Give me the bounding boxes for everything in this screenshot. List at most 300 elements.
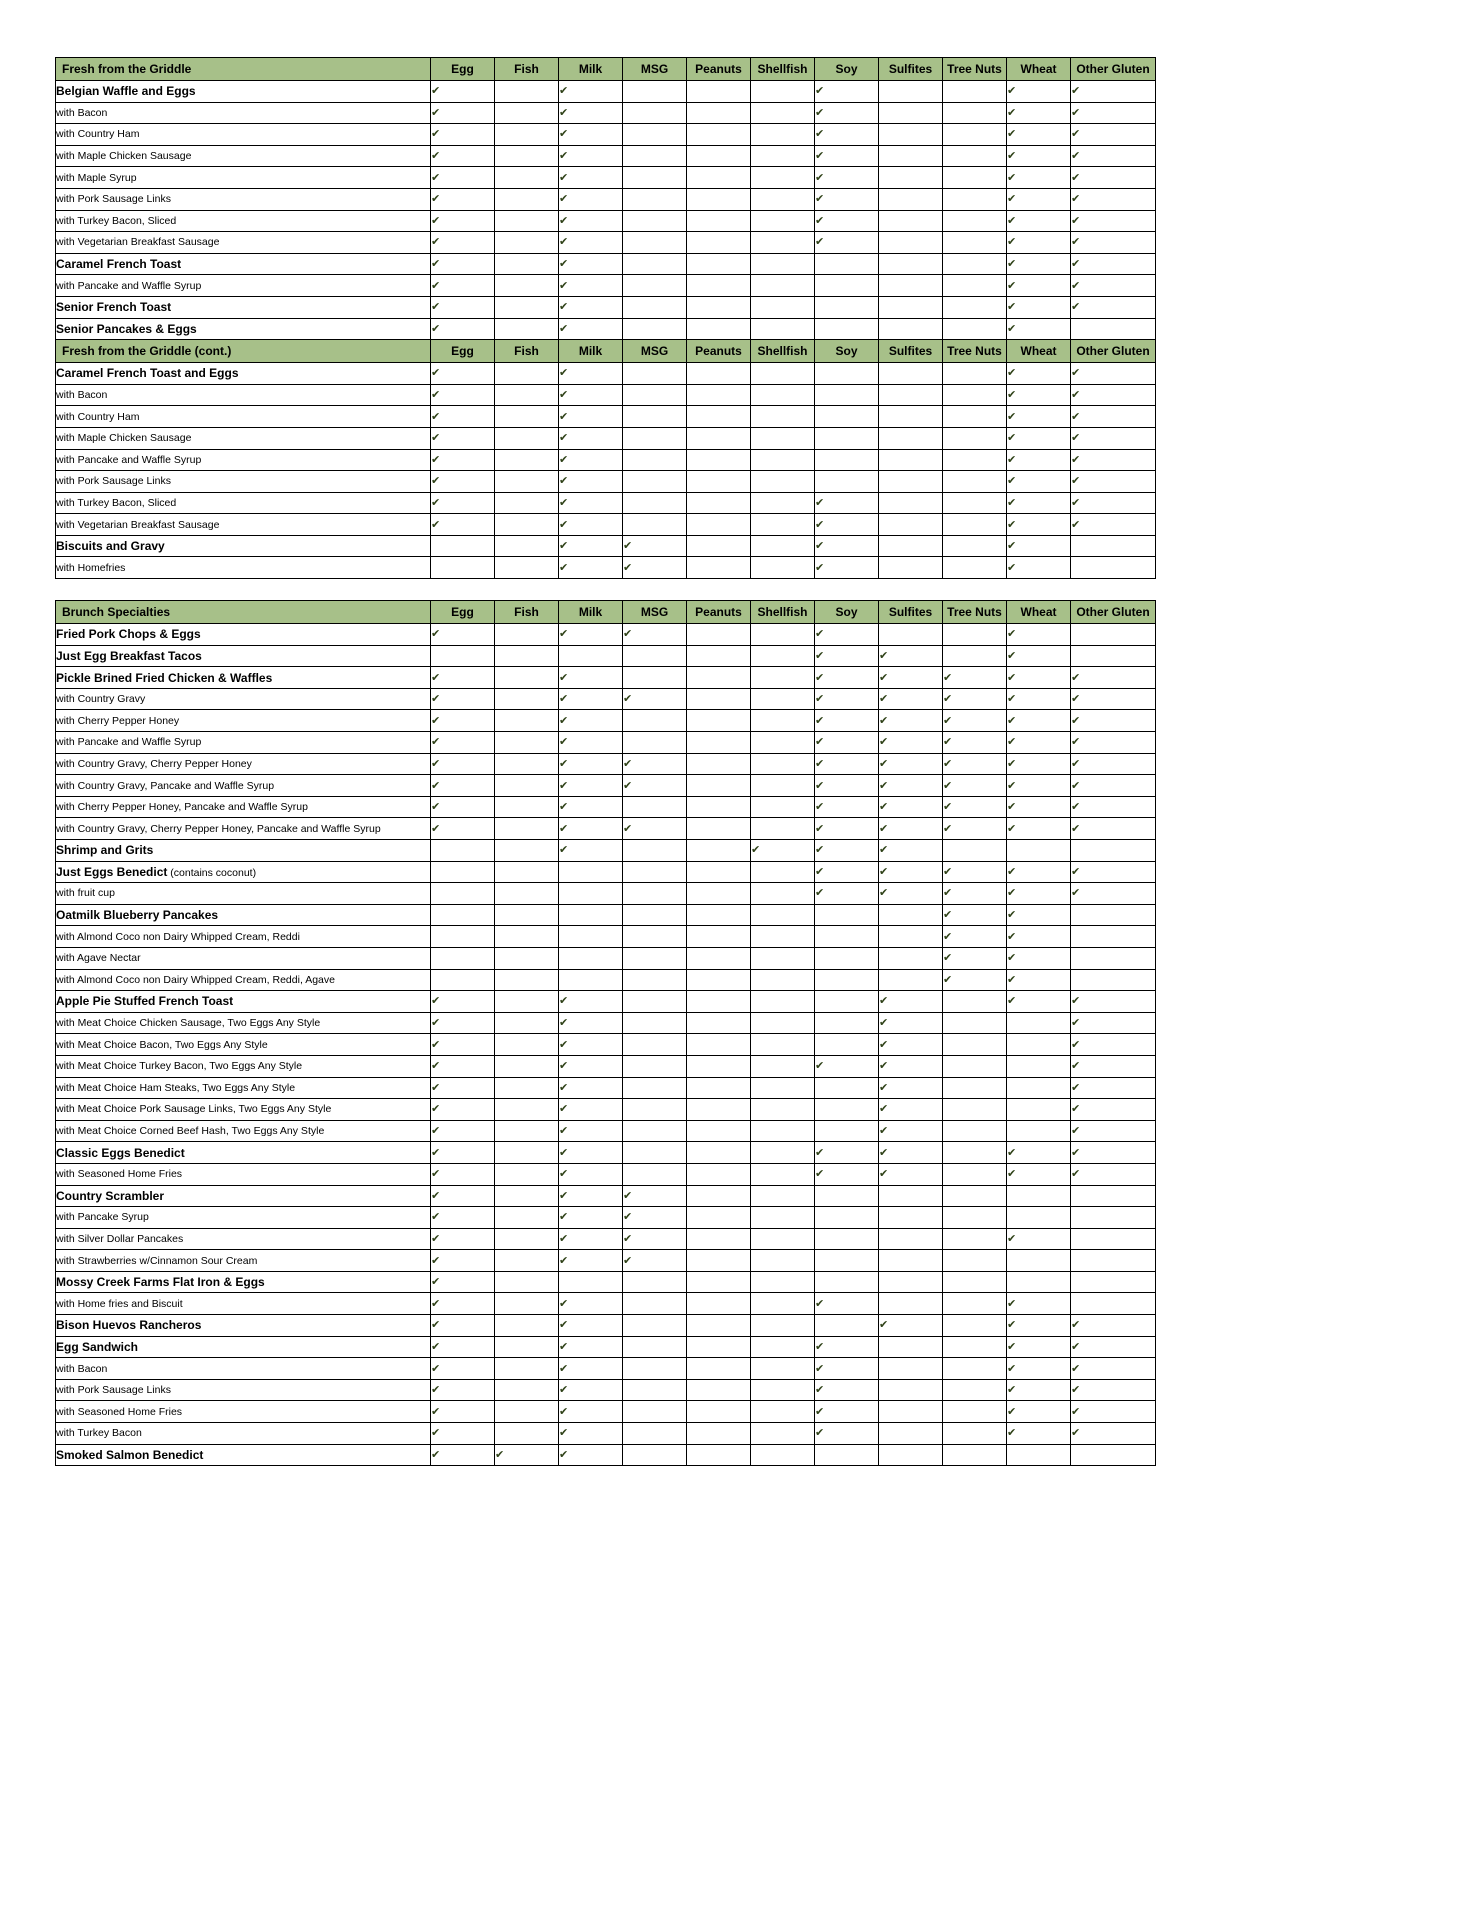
allergen-cell-shellfish <box>751 1207 815 1229</box>
menu-item-row <box>56 688 1156 710</box>
allergen-cell-peanuts <box>687 1120 751 1142</box>
checkmark-icon: ✔ <box>1071 300 1081 314</box>
checkmark-icon: ✔ <box>623 539 633 553</box>
allergen-cell-egg <box>431 732 495 754</box>
allergen-cell-egg <box>431 645 495 667</box>
allergen-cell-tree-nuts <box>943 1055 1007 1077</box>
allergen-cell-egg <box>431 1185 495 1207</box>
allergen-cell-milk <box>559 363 623 385</box>
checkmark-icon: ✔ <box>879 648 889 662</box>
checkmark-icon: ✔ <box>879 1080 889 1094</box>
checkmark-icon: ✔ <box>431 1253 441 1267</box>
checkmark-icon: ✔ <box>815 1339 825 1353</box>
allergen-cell-peanuts <box>687 732 751 754</box>
menu-item-name: with Agave Nectar <box>56 947 431 969</box>
allergen-cell-milk <box>559 840 623 862</box>
checkmark-icon: ✔ <box>815 235 825 249</box>
allergen-cell-milk <box>559 775 623 797</box>
allergen-cell-tree-nuts <box>943 1012 1007 1034</box>
allergen-cell-shellfish <box>751 1379 815 1401</box>
column-header-tree-nuts: Tree Nuts <box>943 601 1007 624</box>
menu-item-name: with Maple Chicken Sausage <box>56 427 431 449</box>
allergen-cell-msg <box>623 926 687 948</box>
allergen-cell-soy <box>815 1142 879 1164</box>
menu-item-name: with Home fries and Biscuit <box>56 1293 431 1315</box>
allergen-cell-milk <box>559 1315 623 1337</box>
checkmark-icon: ✔ <box>1007 495 1017 509</box>
checkmark-icon: ✔ <box>1071 821 1081 835</box>
allergen-cell-shellfish <box>751 883 815 905</box>
checkmark-icon: ✔ <box>559 1383 569 1397</box>
menu-item-row <box>56 1185 1156 1207</box>
allergen-cell-sulfites <box>879 775 943 797</box>
checkmark-icon: ✔ <box>559 235 569 249</box>
allergen-cell-peanuts <box>687 1099 751 1121</box>
allergen-cell-other-gluten <box>1071 753 1156 775</box>
checkmark-icon: ✔ <box>815 864 825 878</box>
allergen-cell-wheat <box>1007 1099 1071 1121</box>
allergen-cell-sulfites <box>879 81 943 103</box>
section-header-row <box>56 58 1156 81</box>
allergen-cell-wheat <box>1007 1228 1071 1250</box>
allergen-cell-fish <box>495 449 559 471</box>
checkmark-icon: ✔ <box>1071 452 1081 466</box>
allergen-cell-peanuts <box>687 904 751 926</box>
allergen-cell-peanuts <box>687 1034 751 1056</box>
allergen-cell-egg <box>431 947 495 969</box>
checkmark-icon: ✔ <box>623 692 633 706</box>
allergen-cell-fish <box>495 1185 559 1207</box>
allergen-cell-tree-nuts <box>943 81 1007 103</box>
allergen-cell-sulfites <box>879 818 943 840</box>
checkmark-icon: ✔ <box>559 692 569 706</box>
allergen-cell-shellfish <box>751 535 815 557</box>
allergen-cell-soy <box>815 624 879 646</box>
checkmark-icon: ✔ <box>879 886 889 900</box>
checkmark-icon: ✔ <box>879 843 889 857</box>
allergen-cell-other-gluten <box>1071 1120 1156 1142</box>
allergen-cell-tree-nuts <box>943 840 1007 862</box>
checkmark-icon: ✔ <box>1007 539 1017 553</box>
allergen-cell-fish <box>495 1293 559 1315</box>
checkmark-icon: ✔ <box>431 1145 441 1159</box>
allergen-cell-shellfish <box>751 1315 815 1337</box>
allergen-cell-peanuts <box>687 1055 751 1077</box>
menu-item-name: with Turkey Bacon <box>56 1423 431 1445</box>
allergen-cell-msg <box>623 275 687 297</box>
checkmark-icon: ✔ <box>1007 149 1017 163</box>
allergen-cell-egg <box>431 1423 495 1445</box>
checkmark-icon: ✔ <box>559 560 569 574</box>
allergen-cell-wheat <box>1007 557 1071 579</box>
checkmark-icon: ✔ <box>1007 431 1017 445</box>
allergen-cell-sulfites <box>879 514 943 536</box>
checkmark-icon: ✔ <box>1007 278 1017 292</box>
allergen-cell-peanuts <box>687 427 751 449</box>
column-header-sulfites: Sulfites <box>879 340 943 363</box>
allergen-cell-shellfish <box>751 861 815 883</box>
allergen-cell-soy <box>815 124 879 146</box>
checkmark-icon: ✔ <box>559 149 569 163</box>
allergen-cell-egg <box>431 991 495 1013</box>
allergen-cell-msg <box>623 991 687 1013</box>
checkmark-icon: ✔ <box>431 692 441 706</box>
allergen-cell-tree-nuts <box>943 232 1007 254</box>
menu-item-name: Fried Pork Chops & Eggs <box>56 624 431 646</box>
allergen-cell-milk <box>559 667 623 689</box>
checkmark-icon: ✔ <box>943 886 953 900</box>
allergen-cell-sulfites <box>879 124 943 146</box>
allergen-cell-milk <box>559 1228 623 1250</box>
checkmark-icon: ✔ <box>559 84 569 98</box>
section-header-row <box>56 340 1156 363</box>
allergen-cell-egg <box>431 318 495 340</box>
allergen-cell-msg <box>623 406 687 428</box>
menu-item-name: with Cherry Pepper Honey <box>56 710 431 732</box>
allergen-cell-egg <box>431 775 495 797</box>
allergen-cell-fish <box>495 102 559 124</box>
allergen-cell-soy <box>815 1099 879 1121</box>
menu-item-row <box>56 710 1156 732</box>
allergen-cell-egg <box>431 275 495 297</box>
allergen-cell-tree-nuts <box>943 947 1007 969</box>
allergen-cell-soy <box>815 991 879 1013</box>
checkmark-icon: ✔ <box>1071 713 1081 727</box>
checkmark-icon: ✔ <box>1071 105 1081 119</box>
checkmark-icon: ✔ <box>623 1210 633 1224</box>
checkmark-icon: ✔ <box>559 474 569 488</box>
allergen-cell-milk <box>559 471 623 493</box>
checkmark-icon: ✔ <box>1071 1361 1081 1375</box>
allergen-cell-fish <box>495 124 559 146</box>
allergen-cell-tree-nuts <box>943 710 1007 732</box>
allergen-cell-tree-nuts <box>943 253 1007 275</box>
menu-item-row <box>56 926 1156 948</box>
checkmark-icon: ✔ <box>1071 1102 1081 1116</box>
checkmark-icon: ✔ <box>559 994 569 1008</box>
allergen-cell-wheat <box>1007 796 1071 818</box>
allergen-cell-soy <box>815 645 879 667</box>
allergen-cell-sulfites <box>879 624 943 646</box>
checkmark-icon: ✔ <box>1007 627 1017 641</box>
allergen-cell-sulfites <box>879 145 943 167</box>
allergen-cell-sulfites <box>879 1034 943 1056</box>
allergen-cell-milk <box>559 1034 623 1056</box>
allergen-cell-fish <box>495 210 559 232</box>
allergen-cell-fish <box>495 1336 559 1358</box>
column-header-milk: Milk <box>559 58 623 81</box>
menu-item-name: Just Egg Breakfast Tacos <box>56 645 431 667</box>
allergen-cell-egg <box>431 145 495 167</box>
allergen-cell-peanuts <box>687 796 751 818</box>
allergen-cell-egg <box>431 296 495 318</box>
allergen-cell-peanuts <box>687 232 751 254</box>
menu-item-name: with Pork Sausage Links <box>56 471 431 493</box>
allergen-cell-wheat <box>1007 883 1071 905</box>
checkmark-icon: ✔ <box>1007 192 1017 206</box>
checkmark-icon: ✔ <box>943 670 953 684</box>
allergen-cell-soy <box>815 1228 879 1250</box>
allergen-cell-msg <box>623 318 687 340</box>
allergen-cell-fish <box>495 1142 559 1164</box>
column-header-wheat: Wheat <box>1007 340 1071 363</box>
allergen-cell-shellfish <box>751 1055 815 1077</box>
menu-item-row <box>56 471 1156 493</box>
checkmark-icon: ✔ <box>1071 495 1081 509</box>
allergen-cell-peanuts <box>687 1336 751 1358</box>
allergen-cell-shellfish <box>751 1336 815 1358</box>
checkmark-icon: ✔ <box>431 278 441 292</box>
allergen-cell-soy <box>815 1358 879 1380</box>
allergen-cell-fish <box>495 732 559 754</box>
checkmark-icon: ✔ <box>943 713 953 727</box>
allergen-cell-milk <box>559 1012 623 1034</box>
allergen-cell-sulfites <box>879 1228 943 1250</box>
allergen-cell-msg <box>623 818 687 840</box>
checkmark-icon: ✔ <box>1007 474 1017 488</box>
allergen-cell-shellfish <box>751 1142 815 1164</box>
column-header-wheat: Wheat <box>1007 601 1071 624</box>
menu-item-row <box>56 1099 1156 1121</box>
allergen-cell-milk <box>559 818 623 840</box>
allergen-cell-tree-nuts <box>943 926 1007 948</box>
allergen-cell-other-gluten <box>1071 1293 1156 1315</box>
menu-item-name: with Country Ham <box>56 406 431 428</box>
allergen-cell-peanuts <box>687 1250 751 1272</box>
allergen-cell-egg <box>431 188 495 210</box>
checkmark-icon: ✔ <box>431 756 441 770</box>
checkmark-icon: ✔ <box>559 800 569 814</box>
allergen-cell-soy <box>815 1250 879 1272</box>
allergen-cell-sulfites <box>879 363 943 385</box>
allergen-cell-sulfites <box>879 991 943 1013</box>
menu-item-row <box>56 102 1156 124</box>
allergen-cell-other-gluten <box>1071 1423 1156 1445</box>
checkmark-icon: ✔ <box>431 192 441 206</box>
allergen-cell-sulfites <box>879 1379 943 1401</box>
menu-item-name: with Maple Syrup <box>56 167 431 189</box>
checkmark-icon: ✔ <box>815 692 825 706</box>
allergen-cell-other-gluten <box>1071 969 1156 991</box>
checkmark-icon: ✔ <box>559 409 569 423</box>
checkmark-icon: ✔ <box>1071 1145 1081 1159</box>
menu-item-row <box>56 81 1156 103</box>
checkmark-icon: ✔ <box>431 409 441 423</box>
allergen-cell-other-gluten <box>1071 1228 1156 1250</box>
allergen-cell-wheat <box>1007 969 1071 991</box>
checkmark-icon: ✔ <box>559 1059 569 1073</box>
allergen-cell-egg <box>431 818 495 840</box>
checkmark-icon: ✔ <box>1007 800 1017 814</box>
menu-item-name: with Meat Choice Pork Sausage Links, Two Eggs Any Style <box>56 1099 431 1121</box>
allergen-cell-peanuts <box>687 471 751 493</box>
allergen-cell-other-gluten <box>1071 232 1156 254</box>
menu-item-name: Classic Eggs Benedict <box>56 1142 431 1164</box>
menu-item-row <box>56 232 1156 254</box>
column-header-peanuts: Peanuts <box>687 601 751 624</box>
checkmark-icon: ✔ <box>815 1059 825 1073</box>
checkmark-icon: ✔ <box>1007 321 1017 335</box>
allergen-cell-shellfish <box>751 688 815 710</box>
checkmark-icon: ✔ <box>1071 366 1081 380</box>
allergen-cell-shellfish <box>751 188 815 210</box>
allergen-cell-shellfish <box>751 406 815 428</box>
checkmark-icon: ✔ <box>1007 972 1017 986</box>
checkmark-icon: ✔ <box>1007 1167 1017 1181</box>
allergen-cell-milk <box>559 557 623 579</box>
allergen-cell-fish <box>495 1444 559 1466</box>
checkmark-icon: ✔ <box>431 1426 441 1440</box>
menu-item-row <box>56 318 1156 340</box>
allergen-cell-wheat <box>1007 427 1071 449</box>
menu-item-row <box>56 557 1156 579</box>
allergen-cell-egg <box>431 1207 495 1229</box>
menu-item-row <box>56 991 1156 1013</box>
menu-item-row <box>56 1271 1156 1293</box>
checkmark-icon: ✔ <box>879 1102 889 1116</box>
allergen-cell-shellfish <box>751 1228 815 1250</box>
checkmark-icon: ✔ <box>1071 778 1081 792</box>
checkmark-icon: ✔ <box>431 1102 441 1116</box>
checkmark-icon: ✔ <box>431 713 441 727</box>
menu-item-row <box>56 427 1156 449</box>
allergen-cell-egg <box>431 1315 495 1337</box>
menu-item-name: with Vegetarian Breakfast Sausage <box>56 232 431 254</box>
allergen-cell-fish <box>495 557 559 579</box>
allergen-cell-milk <box>559 1293 623 1315</box>
allergen-cell-tree-nuts <box>943 363 1007 385</box>
menu-item-row <box>56 1142 1156 1164</box>
allergen-cell-shellfish <box>751 775 815 797</box>
checkmark-icon: ✔ <box>815 778 825 792</box>
checkmark-icon: ✔ <box>1071 192 1081 206</box>
menu-item-name: with Pancake and Waffle Syrup <box>56 732 431 754</box>
allergen-cell-wheat <box>1007 1055 1071 1077</box>
checkmark-icon: ✔ <box>815 192 825 206</box>
menu-item-name: with Meat Choice Bacon, Two Eggs Any Style <box>56 1034 431 1056</box>
allergen-cell-peanuts <box>687 1379 751 1401</box>
allergen-cell-sulfites <box>879 1077 943 1099</box>
checkmark-icon: ✔ <box>559 1296 569 1310</box>
allergen-cell-fish <box>495 471 559 493</box>
checkmark-icon: ✔ <box>1007 409 1017 423</box>
allergen-cell-other-gluten <box>1071 1163 1156 1185</box>
allergen-cell-fish <box>495 775 559 797</box>
checkmark-icon: ✔ <box>1071 170 1081 184</box>
allergen-cell-milk <box>559 384 623 406</box>
menu-item-row <box>56 449 1156 471</box>
allergen-cell-peanuts <box>687 1293 751 1315</box>
allergen-cell-shellfish <box>751 1120 815 1142</box>
checkmark-icon: ✔ <box>1007 517 1017 531</box>
allergen-cell-egg <box>431 840 495 862</box>
menu-item-name: with Vegetarian Breakfast Sausage <box>56 514 431 536</box>
checkmark-icon: ✔ <box>879 800 889 814</box>
allergen-cell-sulfites <box>879 318 943 340</box>
allergen-cell-tree-nuts <box>943 1077 1007 1099</box>
allergen-cell-soy <box>815 1207 879 1229</box>
allergen-cell-soy <box>815 947 879 969</box>
allergen-cell-other-gluten <box>1071 145 1156 167</box>
allergen-cell-wheat <box>1007 1293 1071 1315</box>
allergen-cell-milk <box>559 449 623 471</box>
allergen-cell-egg <box>431 1250 495 1272</box>
allergen-cell-shellfish <box>751 471 815 493</box>
checkmark-icon: ✔ <box>1007 1361 1017 1375</box>
allergen-cell-msg <box>623 514 687 536</box>
allergen-cell-soy <box>815 926 879 948</box>
allergen-cell-tree-nuts <box>943 318 1007 340</box>
allergen-cell-wheat <box>1007 1012 1071 1034</box>
menu-item-row <box>56 840 1156 862</box>
allergen-cell-shellfish <box>751 145 815 167</box>
allergen-cell-other-gluten <box>1071 1185 1156 1207</box>
allergen-cell-shellfish <box>751 732 815 754</box>
checkmark-icon: ✔ <box>815 800 825 814</box>
checkmark-icon: ✔ <box>431 1275 441 1289</box>
allergen-cell-egg <box>431 861 495 883</box>
allergen-cell-wheat <box>1007 81 1071 103</box>
allergen-cell-wheat <box>1007 904 1071 926</box>
allergen-cell-msg <box>623 1444 687 1466</box>
allergen-cell-milk <box>559 624 623 646</box>
allergen-cell-tree-nuts <box>943 667 1007 689</box>
allergen-cell-soy <box>815 557 879 579</box>
column-header-shellfish: Shellfish <box>751 340 815 363</box>
checkmark-icon: ✔ <box>1071 1037 1081 1051</box>
allergen-cell-fish <box>495 688 559 710</box>
allergen-cell-fish <box>495 947 559 969</box>
allergen-cell-soy <box>815 1444 879 1466</box>
allergen-cell-wheat <box>1007 1077 1071 1099</box>
allergen-cell-tree-nuts <box>943 991 1007 1013</box>
checkmark-icon: ✔ <box>559 1253 569 1267</box>
allergen-cell-shellfish <box>751 557 815 579</box>
allergen-cell-milk <box>559 188 623 210</box>
allergen-cell-peanuts <box>687 318 751 340</box>
allergen-cell-sulfites <box>879 667 943 689</box>
checkmark-icon: ✔ <box>815 517 825 531</box>
allergen-cell-egg <box>431 492 495 514</box>
menu-item-name: Senior Pancakes & Eggs <box>56 318 431 340</box>
allergen-cell-fish <box>495 232 559 254</box>
allergen-cell-shellfish <box>751 449 815 471</box>
checkmark-icon: ✔ <box>1007 388 1017 402</box>
allergen-cell-other-gluten <box>1071 1099 1156 1121</box>
allergen-cell-other-gluten <box>1071 775 1156 797</box>
allergen-cell-sulfites <box>879 1099 943 1121</box>
allergen-cell-peanuts <box>687 775 751 797</box>
checkmark-icon: ✔ <box>879 713 889 727</box>
allergen-cell-other-gluten <box>1071 645 1156 667</box>
allergen-cell-msg <box>623 904 687 926</box>
allergen-cell-sulfites <box>879 1012 943 1034</box>
allergen-cell-soy <box>815 732 879 754</box>
menu-item-row <box>56 1315 1156 1337</box>
menu-item-name: Oatmilk Blueberry Pancakes <box>56 904 431 926</box>
allergen-cell-other-gluten <box>1071 1379 1156 1401</box>
allergen-cell-sulfites <box>879 210 943 232</box>
allergen-cell-msg <box>623 796 687 818</box>
checkmark-icon: ✔ <box>943 821 953 835</box>
allergen-cell-sulfites <box>879 535 943 557</box>
allergen-cell-wheat <box>1007 1444 1071 1466</box>
menu-item-name: with Pancake Syrup <box>56 1207 431 1229</box>
allergen-cell-fish <box>495 710 559 732</box>
allergen-cell-shellfish <box>751 167 815 189</box>
allergen-cell-msg <box>623 1163 687 1185</box>
allergen-cell-fish <box>495 275 559 297</box>
